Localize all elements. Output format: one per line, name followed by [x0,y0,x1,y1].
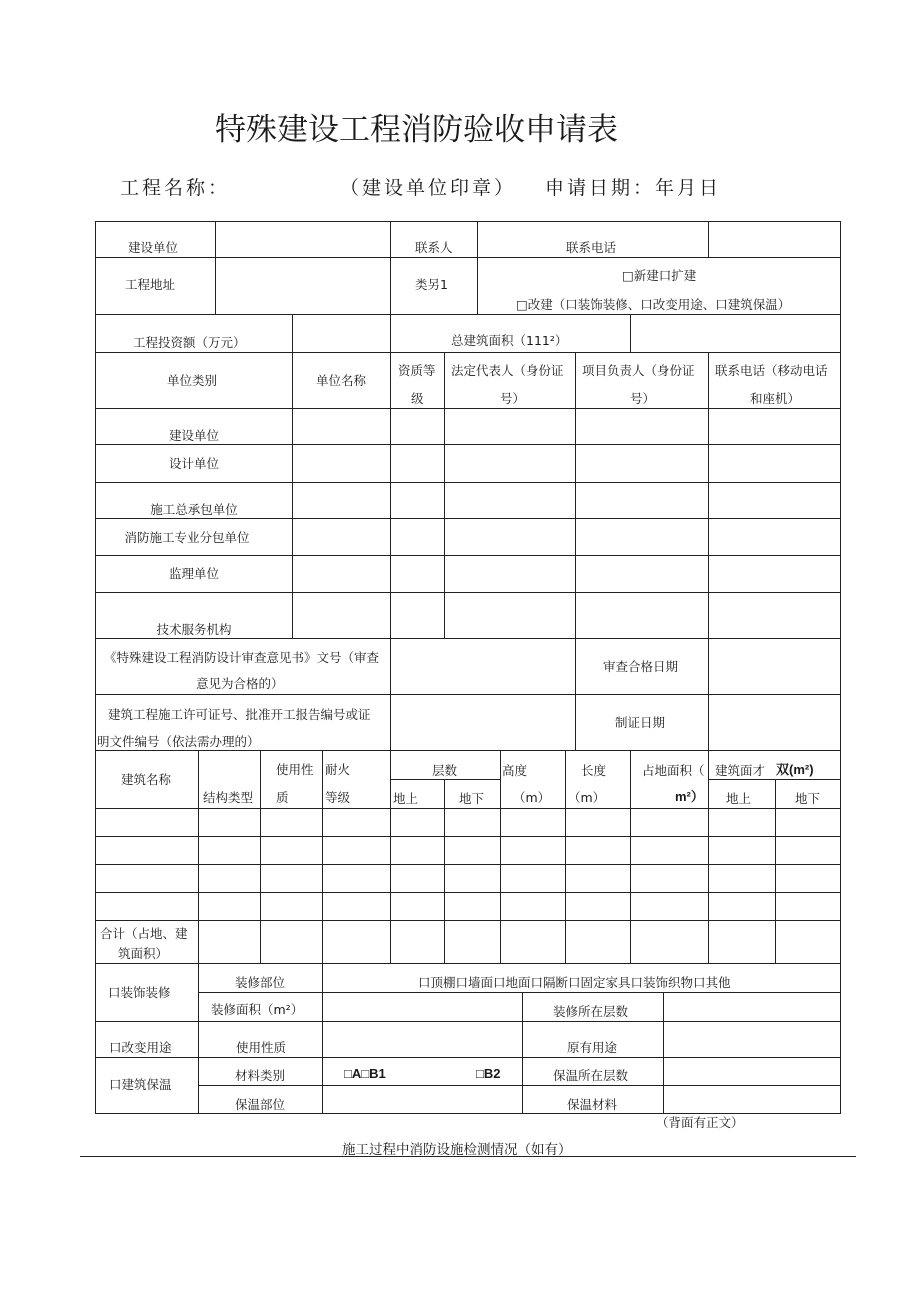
unit-phone-header-line2: 和座机） [750,391,801,406]
section-title: 施工过程中消防设施检测情况（如有） [342,1142,572,1157]
design-opinion-number-cell[interactable] [391,639,575,694]
insulation-checkbox-label[interactable]: 口建筑保温 [109,1077,172,1092]
unit-name-header: 单位名称 [316,373,367,388]
insulation-material-cell[interactable] [664,1086,840,1113]
issue-date-label: 制证日期 [615,715,666,730]
original-use-label: 原有用途 [567,1040,618,1055]
total-area-label: 总建筑面积（111²） [451,333,568,348]
builder-input-cell[interactable] [216,222,390,257]
unit-row-label: 设计单位 [168,456,220,471]
floors-below-header: 地下 [459,791,485,806]
building-total-label-line2: 筑面积） [118,946,169,961]
decoration-part-options[interactable]: 口顶棚口墙面口地面口隔断口固定家具口装饰织物口其他 [418,975,731,990]
insulation-material-type-label: 材料类别 [235,1068,286,1083]
unit-type-header: 单位类别 [167,373,218,388]
review-pass-date-cell[interactable] [709,639,840,694]
floors-header: 层数 [432,763,458,778]
contact-person-input-cell[interactable] [478,222,558,257]
project-name-label: 工程名称： [120,177,231,199]
investment-input-cell[interactable] [293,315,390,352]
design-opinion-label-line2: 意见为合格的） [196,676,284,691]
address-label: 工程地址 [125,277,176,292]
back-page-note: （背面有正文） [656,1115,744,1130]
unit-row-label: 监理单位 [168,566,220,581]
fire-rating-header-line2: 等级 [325,790,351,805]
contact-phone-input-cell[interactable] [709,222,840,257]
qualification-header: 资质等 [398,363,436,378]
insulation-part-label: 保温部位 [235,1097,286,1112]
investment-label: 工程投资额（万元） [133,335,246,350]
use-nature-header: 使用性 [276,762,314,777]
legal-rep-header-line2: 号） [500,391,526,406]
decoration-part-label: 装修部位 [235,975,286,990]
address-input-cell[interactable] [216,258,390,314]
insulation-class-ab1[interactable]: □A□B1 [344,1066,386,1081]
project-leader-header-line2: 号） [630,391,656,406]
gfa-below-header: 地下 [795,791,821,806]
seal-label: （建设单位印章） [340,177,517,199]
use-change-checkbox-label[interactable]: 口改变用途 [109,1040,172,1055]
unit-row-label: 建设单位 [168,428,220,443]
insulation-part-cell[interactable] [323,1086,522,1113]
page-title: 特殊建设工程消防验收申请表 [215,112,618,148]
length-header: 长度 [581,763,607,778]
total-area-input-cell[interactable] [631,315,840,352]
insulation-material-label: 保温材料 [567,1097,618,1112]
category-options-line2[interactable]: □改建（口装饰装修、口改变用途、口建筑保温） [516,297,791,312]
permit-number-label-line2: 明文件编号（依法需办理的） [97,734,260,749]
category-label: 类另1 [415,277,448,292]
gfa-header-unit: 双(m²) [776,762,814,777]
qualification-header-line2: 级 [411,391,424,406]
insulation-floor-label: 保温所在层数 [553,1068,629,1083]
design-opinion-label: 《特殊建设工程消防设计审查意见书》文号（审查 [104,650,380,665]
decoration-floor-label: 装修所在层数 [553,1004,629,1019]
use-nature-label: 使用性质 [236,1040,287,1055]
builder-label: 建设单位 [128,240,179,255]
project-leader-header: 项目负责人（身份证 [582,363,695,378]
apply-date-label: 申请日期：年月日 [545,177,722,199]
unit-phone-header: 联系电话（移动电话 [715,363,828,378]
contact-phone-label: 联系电话 [566,240,617,255]
use-nature-cell[interactable] [323,1022,522,1057]
fire-rating-header: 耐火 [325,762,351,777]
category-options-line1[interactable]: □新建口扩建 [622,268,697,283]
unit-row-label: 技术服务机构 [156,622,232,637]
floors-above-header: 地上 [393,791,419,806]
decoration-floor-cell[interactable] [664,993,840,1021]
building-name-header: 建筑名称 [121,772,172,787]
height-header-unit: （m） [513,790,551,805]
contact-person-label: 联系人 [415,240,453,255]
legal-rep-header: 法定代表人（身份证 [451,363,564,378]
use-nature-header-line2: 质 [276,790,289,805]
issue-date-cell[interactable] [709,695,840,750]
decoration-checkbox-label[interactable]: 口装饰装修 [108,985,171,1000]
gfa-above-header: 地上 [726,791,752,806]
gfa-header: 建筑面才 [715,763,766,778]
structure-type-header: 结构类型 [203,790,254,805]
decoration-area-cell[interactable] [323,993,522,1021]
review-pass-date-label: 审查合格日期 [603,659,679,674]
unit-row-label: 施工总承包单位 [150,502,238,517]
original-use-cell[interactable] [664,1022,840,1057]
insulation-floor-cell[interactable] [664,1058,840,1085]
unit-row-label: 消防施工专业分包单位 [124,530,250,545]
decoration-area-label: 装修面积（m²） [211,1002,304,1017]
insulation-class-b2[interactable]: □B2 [476,1066,501,1081]
permit-number-cell[interactable] [391,695,575,750]
footprint-header: 占地面积（ [642,763,705,778]
height-header: 高度 [502,763,528,778]
footprint-header-unit: m²） [675,789,704,804]
building-total-label: 合计（占地、建 [100,926,188,941]
permit-number-label: 建筑工程施工许可证号、批准开工报告编号或证 [108,707,371,722]
length-header-unit: （m） [568,790,606,805]
